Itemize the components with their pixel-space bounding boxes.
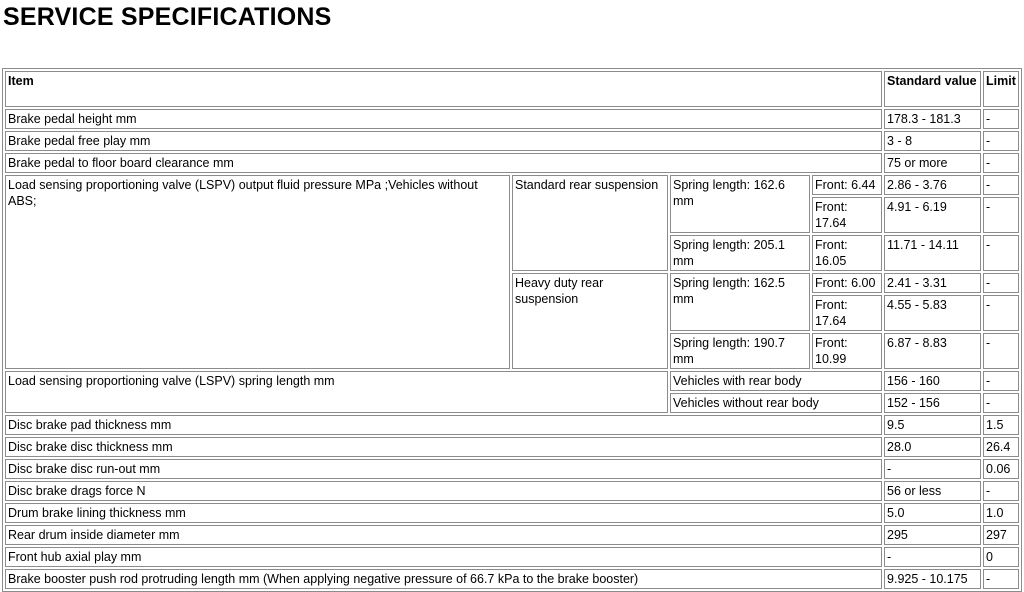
item-cell: Brake booster push rod protruding length mm (When applying negative pressure of 66.7 kPa to the brake booster) [5,569,882,589]
service-spec-table [2,68,1022,592]
item-cell: Disc brake pad thickness mm [5,415,882,435]
item-cell: Disc brake disc run-out mm [5,459,882,479]
table-row [5,547,1019,567]
table-row [5,481,1019,501]
limit-cell: - [983,481,1019,501]
item-cell: Brake pedal to floor board clearance mm [5,153,882,173]
standard-cell: 156 - 160 [884,371,981,391]
limit-cell: - [983,197,1019,233]
standard-cell: 28.0 [884,437,981,457]
spring-length-cell: Spring length: 162.5 mm [670,273,810,331]
limit-cell: - [983,131,1019,151]
limit-cell: - [983,235,1019,271]
standard-cell: 4.55 - 5.83 [884,295,981,331]
item-cell: Brake pedal height mm [5,109,882,129]
standard-cell: 5.0 [884,503,981,523]
suspension-cell: Heavy duty rear suspension [512,273,668,369]
limit-cell: - [983,371,1019,391]
standard-cell: 9.5 [884,415,981,435]
item-cell: Front hub axial play mm [5,547,882,567]
limit-cell: 297 [983,525,1019,545]
header-item: Item [5,71,882,107]
table-header-row [5,71,1019,107]
item-cell: Load sensing proportioning valve (LSPV) output fluid pressure MPa ;Vehicles without ABS; [5,175,510,369]
standard-cell: 295 [884,525,981,545]
header-standard-value: Standard value [884,71,981,107]
table-row [5,503,1019,523]
spring-length-cell: Spring length: 190.7 mm [670,333,810,369]
limit-cell: - [983,109,1019,129]
standard-cell: 4.91 - 6.19 [884,197,981,233]
limit-cell: 26.4 [983,437,1019,457]
limit-cell: 0 [983,547,1019,567]
item-cell: Disc brake disc thickness mm [5,437,882,457]
front-cell: Front: 6.44 [812,175,882,195]
limit-cell: - [983,569,1019,589]
limit-cell: - [983,273,1019,293]
table-row [5,131,1019,151]
limit-cell: - [983,333,1019,369]
page-title: SERVICE SPECIFICATIONS [3,3,332,31]
limit-cell: - [983,393,1019,413]
table-row [5,109,1019,129]
limit-cell: - [983,175,1019,195]
standard-cell: 178.3 - 181.3 [884,109,981,129]
header-limit: Limit [983,71,1019,107]
table-row [5,371,1019,391]
item-cell: Brake pedal free play mm [5,131,882,151]
standard-cell: 3 - 8 [884,131,981,151]
table-row [5,175,1019,195]
table-row [5,569,1019,589]
standard-cell: 9.925 - 10.175 [884,569,981,589]
limit-cell: 1.5 [983,415,1019,435]
item-cell: Disc brake drags force N [5,481,882,501]
standard-cell: 75 or more [884,153,981,173]
front-cell: Front: 6.00 [812,273,882,293]
table-row [5,415,1019,435]
front-cell: Front: 17.64 [812,197,882,233]
item-cell: Load sensing proportioning valve (LSPV) spring length mm [5,371,668,413]
front-cell: Front: 16.05 [812,235,882,271]
item-cell: Drum brake lining thickness mm [5,503,882,523]
table-row [5,459,1019,479]
condition-cell: Vehicles with rear body [670,371,882,391]
table-row [5,525,1019,545]
standard-cell: - [884,547,981,567]
item-cell: Rear drum inside diameter mm [5,525,882,545]
spring-length-cell: Spring length: 205.1 mm [670,235,810,271]
limit-cell: - [983,153,1019,173]
standard-cell: 2.86 - 3.76 [884,175,981,195]
standard-cell: 152 - 156 [884,393,981,413]
front-cell: Front: 17.64 [812,295,882,331]
standard-cell: 56 or less [884,481,981,501]
table-row [5,437,1019,457]
spring-length-cell: Spring length: 162.6 mm [670,175,810,233]
standard-cell: 6.87 - 8.83 [884,333,981,369]
limit-cell: 1.0 [983,503,1019,523]
table-row [5,153,1019,173]
front-cell: Front: 10.99 [812,333,882,369]
suspension-cell: Standard rear suspension [512,175,668,271]
standard-cell: - [884,459,981,479]
limit-cell: - [983,295,1019,331]
standard-cell: 2.41 - 3.31 [884,273,981,293]
limit-cell: 0.06 [983,459,1019,479]
condition-cell: Vehicles without rear body [670,393,882,413]
standard-cell: 11.71 - 14.11 [884,235,981,271]
